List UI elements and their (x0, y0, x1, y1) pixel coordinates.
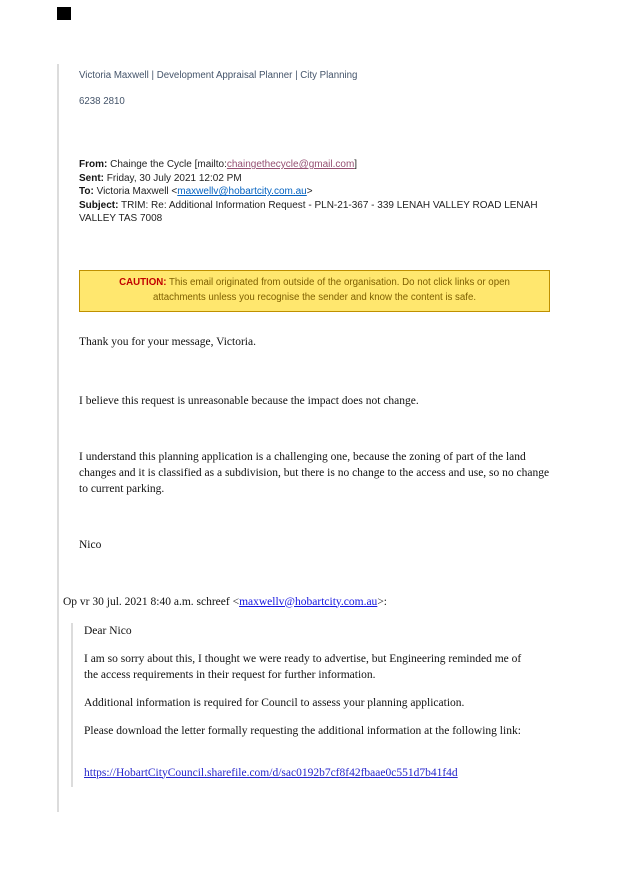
quoted-greeting: Dear Nico (84, 624, 132, 637)
header-subject-value: TRIM: Re: Additional Information Request - PLN-21-367 - 339 LENAH VALLEY ROAD LENAH VALLEY TAS 7008 (79, 199, 538, 224)
body-paragraph-understand: I understand this planning application is a challenging one, because the zoning of part of the land changes and it is classified as a subdivision, but there is no change to the access and use, so no change to current parking. (79, 450, 550, 495)
reply-attr-suffix: >: (377, 595, 387, 608)
quoted-paragraph-sorry: I am so sorry about this, I thought we were ready to advertise, but Engineering reminded me of the access requirements in their request for further information. (84, 652, 522, 681)
page-corner-marker (57, 7, 71, 20)
header-sent-line (79, 172, 552, 186)
sharefile-download-link[interactable]: https://HobartCityCouncil.sharefile.com/d/sac0192b7cf8f42fbaae0c551d7b41f4d (84, 766, 458, 779)
header-to-value: Victoria Maxwell < (93, 186, 178, 197)
reply-attr-email-link[interactable]: maxwellv@hobartcity.com.au (239, 595, 378, 608)
header-from-label: From: (79, 159, 108, 170)
caution-text: This email originated from outside of the organisation. Do not click links or open attachments unless you recognise the sender and know the content is safe. (152, 276, 510, 303)
header-from-value: Chainge the Cycle [mailto: (107, 159, 227, 170)
caution-label: CAUTION: (119, 276, 167, 288)
reply-attribution-line (63, 594, 563, 610)
email-quote-block (57, 64, 559, 812)
header-subject-line (79, 199, 552, 226)
header-to-line (79, 185, 552, 199)
body-signoff: Nico (79, 538, 102, 551)
signature-phone: 6238 2810 (79, 96, 125, 107)
nested-quoted-reply (71, 623, 539, 787)
header-from-line (79, 158, 552, 172)
email-headers (79, 158, 552, 226)
body-paragraph-unreasonable: I believe this request is unreasonable because the impact does not change. (79, 394, 419, 407)
header-from-email-link[interactable]: chaingethecycle@gmail.com (226, 159, 355, 170)
body-paragraph-thanks: Thank you for your message, Victoria. (79, 335, 256, 348)
quoted-paragraph-additional-info: Additional information is required for Council to assess your planning application. (84, 696, 465, 709)
caution-banner (79, 270, 550, 312)
header-to-suffix: > (306, 186, 313, 197)
header-sent-value: Friday, 30 July 2021 12:02 PM (104, 172, 242, 184)
header-to-email-link[interactable]: maxwellv@hobartcity.com.au (177, 186, 307, 197)
header-sent-label: Sent: (79, 172, 104, 184)
reply-attr-prefix: Op vr 30 jul. 2021 8:40 a.m. schreef < (63, 595, 240, 608)
header-to-label: To: (79, 186, 94, 197)
sharefile-link-line (84, 765, 574, 781)
signature-title: Victoria Maxwell | Development Appraisal Planner | City Planning (79, 70, 358, 81)
header-subject-label: Subject: (79, 199, 119, 211)
header-from-suffix: ] (354, 159, 358, 170)
quoted-paragraph-download: Please download the letter formally requesting the additional information at the following link: (84, 724, 521, 737)
